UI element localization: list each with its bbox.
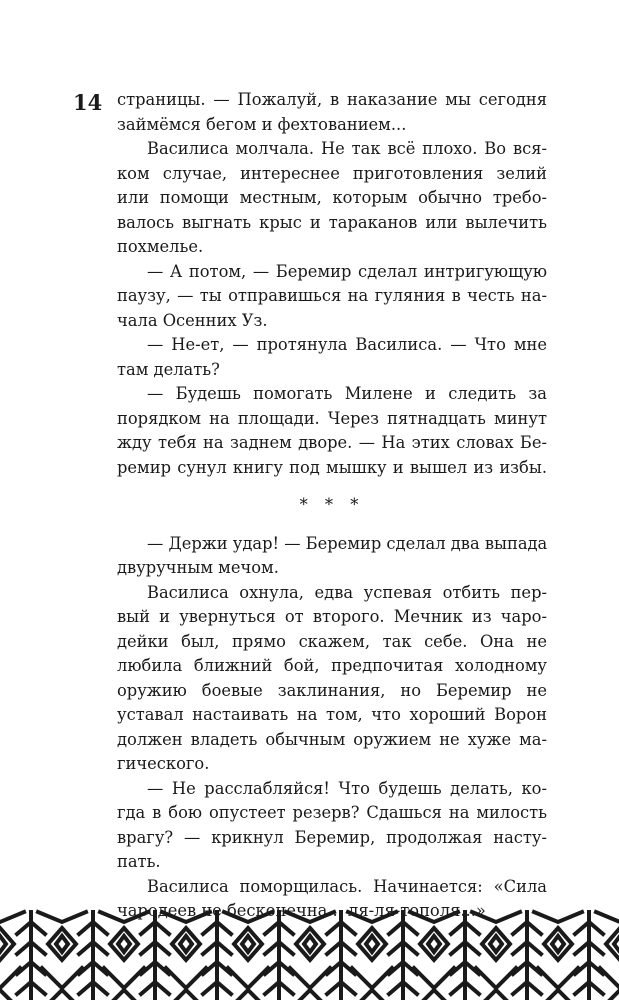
text-line: — А потом, — Беремир сделал интригующую: [147, 261, 547, 281]
text-line: вый и увернуться от второго. Мечник из чаро-: [117, 607, 547, 626]
text-line: Василиса поморщилась. Начинается: «Сила: [147, 876, 547, 896]
text-line: Василиса молчала. Не так всё плохо. Во вся-: [147, 139, 547, 158]
text-line: порядком на площади. Через пятнадцать минут: [117, 408, 547, 428]
text-line: гда в бою опустеет резерв? Сдашься на милость: [117, 803, 547, 822]
text-line: — Не расслабляйся! Что будешь делать, ко-: [147, 778, 547, 798]
text-line: врагу? — крикнул Беремир, продолжая насту-: [117, 827, 547, 847]
section-separator: * * *: [299, 495, 365, 514]
text-line: должен владеть обычным оружием не хуже ма-: [117, 729, 547, 749]
text-line: или помощи местным, которым обычно требо-: [117, 188, 547, 207]
text-line: займёмся бегом и фехтованием...: [117, 114, 407, 134]
text-line: там делать?: [117, 359, 220, 379]
text-line: ком случае, интереснее приготовления зелий: [117, 163, 547, 183]
text-line: дейки был, прямо скажем, так себе. Она не: [117, 631, 547, 651]
text-line: похмелье.: [117, 237, 204, 256]
text-line: любила ближний бой, предпочитая холодному: [117, 656, 547, 675]
text-line: двуручным мечом.: [117, 558, 279, 577]
text-line: — Не-ет, — протянула Василиса. — Что мне: [147, 335, 547, 354]
text-line: — Будешь помогать Милене и следить за: [147, 384, 547, 403]
text-line: гического.: [117, 754, 210, 773]
text-line: жду тебя на заднем дворе. — На этих словах Бе-: [117, 433, 547, 452]
ornament-border: [0, 908, 619, 1000]
text-line: валось выгнать крыс и тараканов или вылечить: [117, 212, 547, 232]
text-line: оружию боевые заклинания, но Беремир не: [117, 680, 547, 700]
text-line: Василиса охнула, едва успевая отбить пер-: [147, 582, 547, 602]
page-number: 14: [73, 90, 103, 115]
text-line: чала Осенних Уз.: [117, 310, 268, 330]
text-section-1: [117, 88, 547, 480]
text-line: чародеев не бесконечна... ля-ля-тополя...»: [117, 901, 486, 920]
text-section-2: [117, 532, 547, 924]
body-text: [117, 88, 547, 924]
text-line: паузу, — ты отправишься на гуляния в честь на-: [117, 286, 547, 305]
text-line: — Держи удар! — Беремир сделал два выпада: [147, 533, 548, 553]
text-line: уставал настаивать на том, что хороший Ворон: [117, 705, 547, 724]
text-line: ремир сунул книгу под мышку и вышел из избы.: [117, 457, 547, 477]
text-line: пать.: [117, 852, 161, 871]
text-line: страницы. — Пожалуй, в наказание мы сегодня: [117, 90, 547, 109]
